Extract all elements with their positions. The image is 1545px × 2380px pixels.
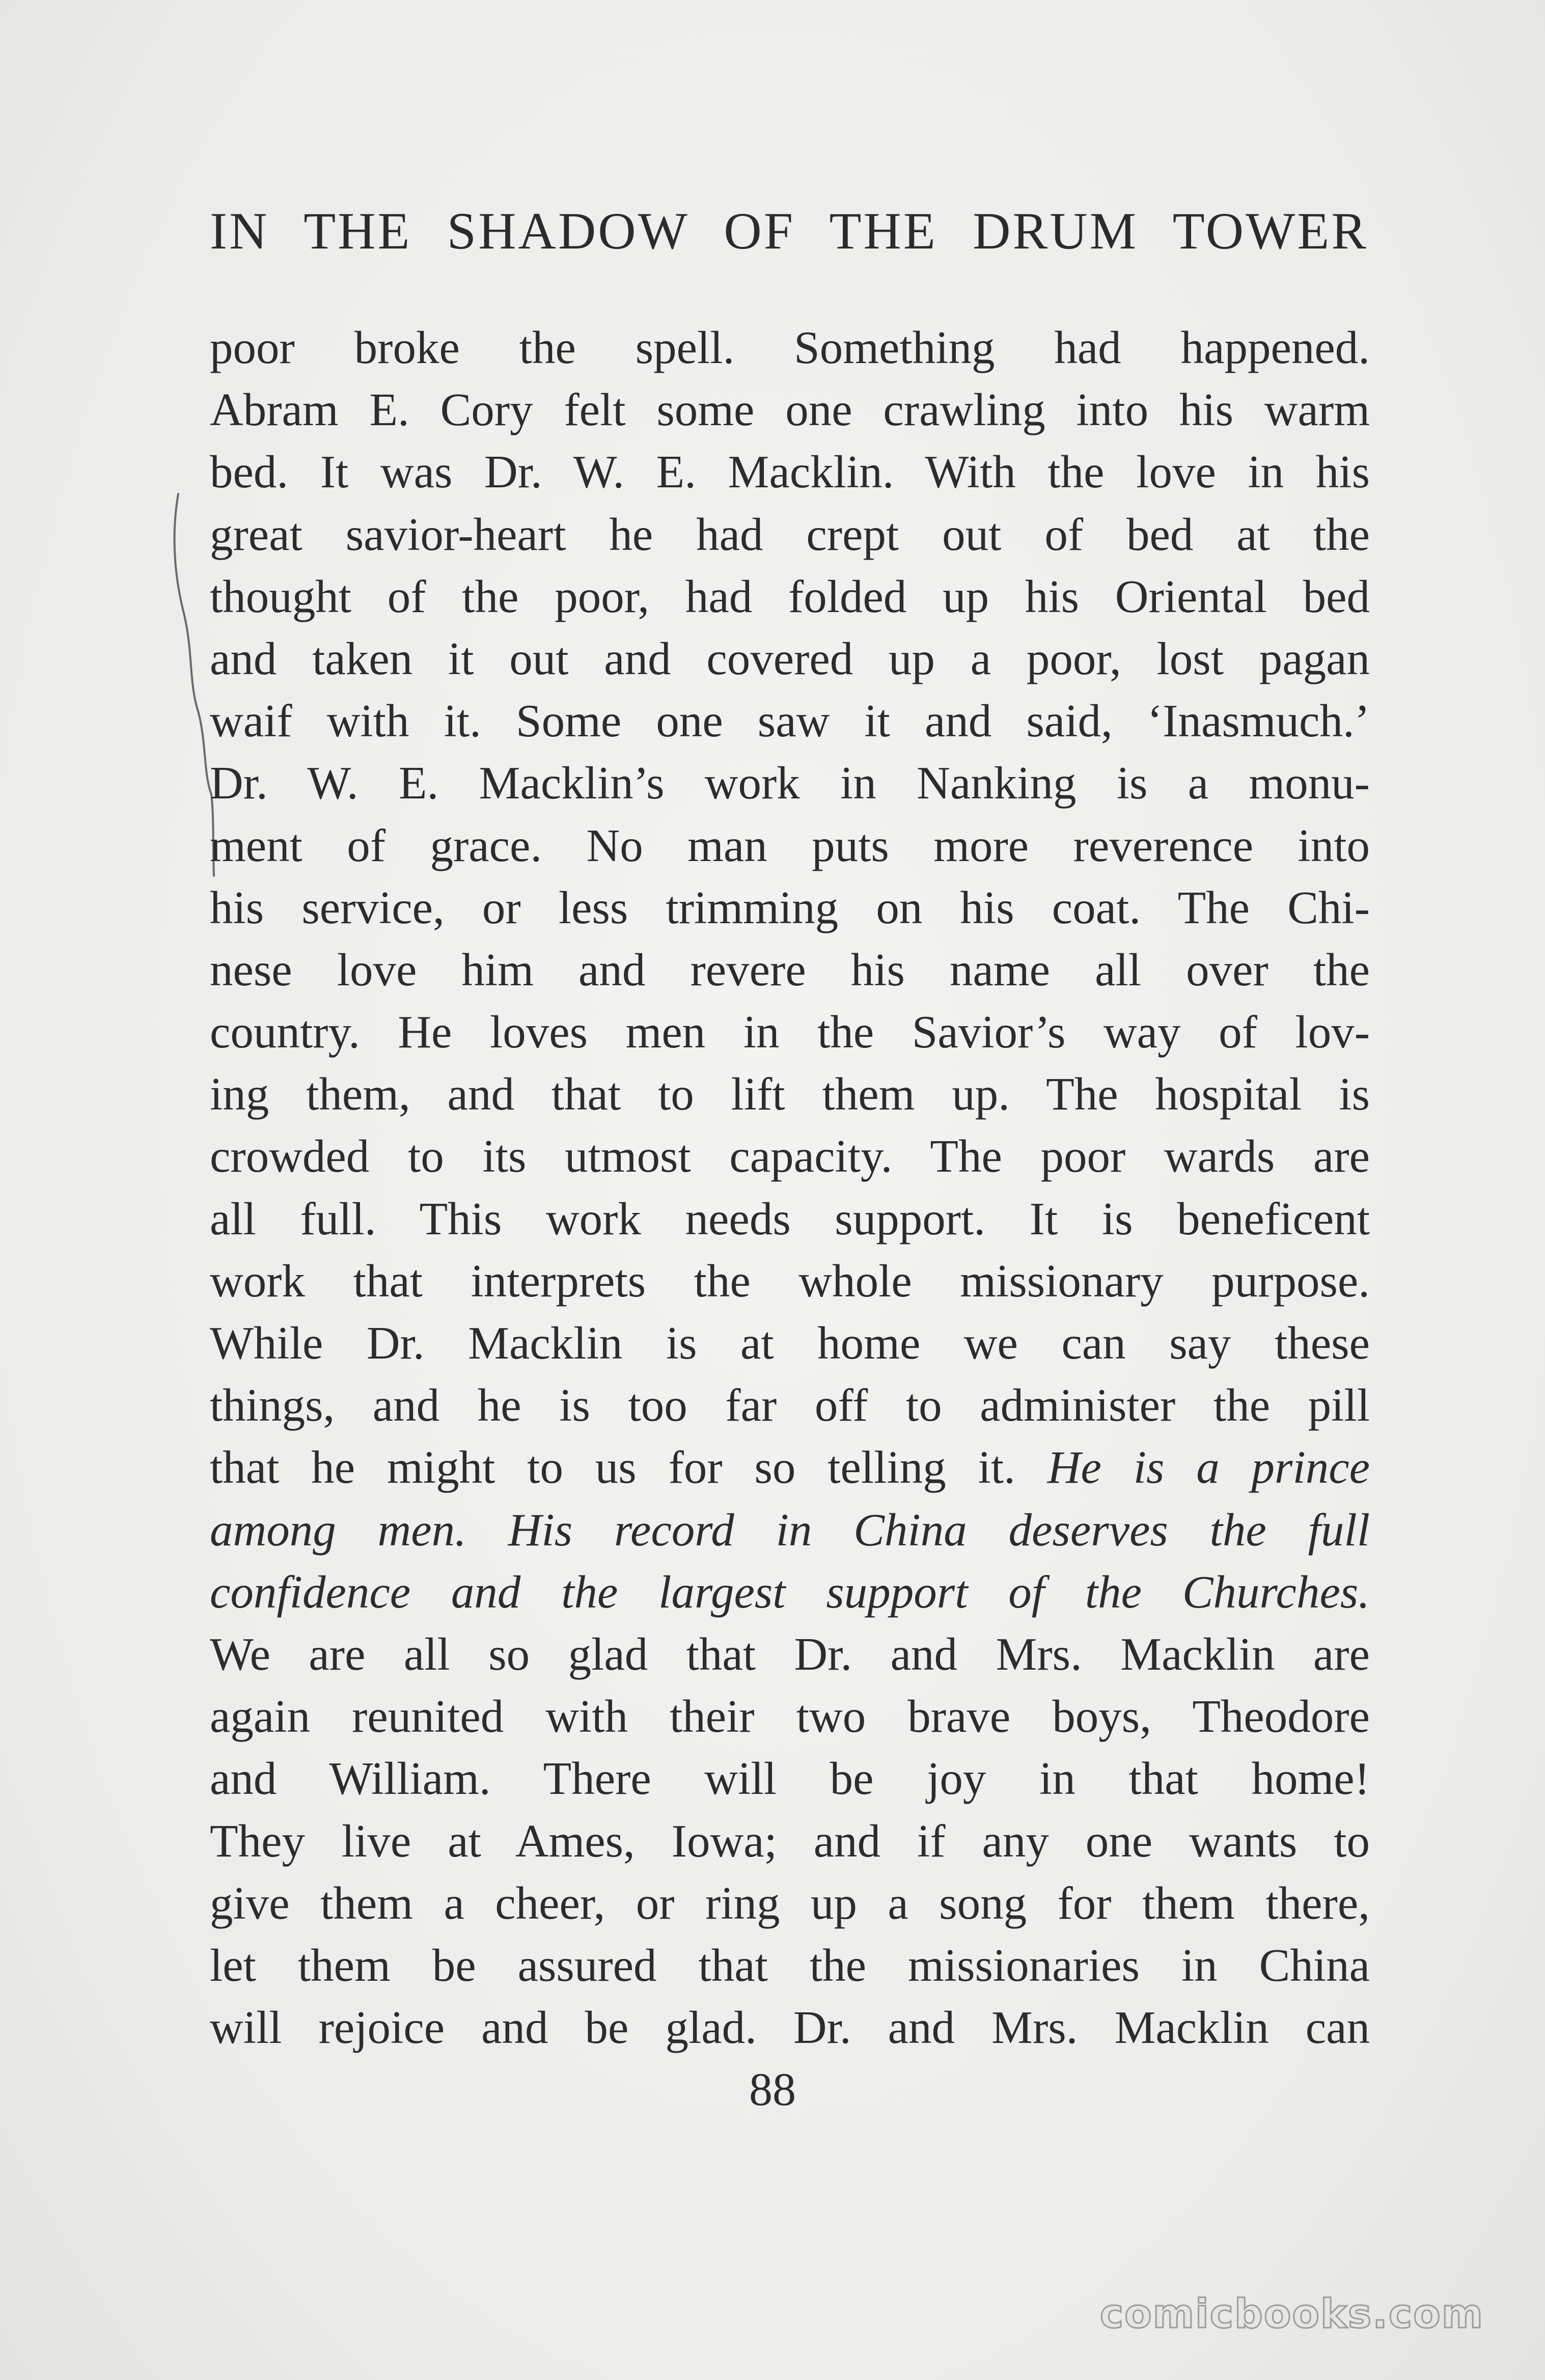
text-line: nese love him and revere his name all over the — [210, 944, 1370, 995]
text-line: poor broke the spell. Something had happened. — [210, 322, 1370, 373]
text-line: country. He loves men in the Savior’s way of lov- — [210, 1006, 1370, 1058]
text-line: ment of grace. No man puts more reverence into — [210, 819, 1370, 871]
running-header: IN THE SHADOW OF THE DRUM TOWER — [210, 202, 1368, 260]
body-text — [210, 317, 1370, 2059]
text-line: let them be assured that the missionaries in China — [210, 1939, 1370, 1991]
text-line: bed. It was Dr. W. E. Macklin. With the love in his — [210, 446, 1370, 498]
text-line: will rejoice and be glad. Dr. and Mrs. Macklin can — [210, 2002, 1370, 2054]
text-line-italic: among men. His record in China deserves the full — [210, 1504, 1370, 1556]
text-line: and taken it out and covered up a poor, lost pagan — [210, 632, 1370, 684]
text-segment-roman: that he might to us for so telling it. — [210, 1442, 1015, 1493]
text-line: They live at Ames, Iowa; and if any one wants to — [210, 1815, 1370, 1867]
text-line: and William. There will be joy in that home! — [210, 1753, 1370, 1805]
text-line: all full. This work needs support. It is beneficent — [210, 1193, 1370, 1244]
text-line: great savior-heart he had crept out of bed at the — [210, 508, 1370, 560]
text-line: Abram E. Cory felt some one crawling into his warm — [210, 384, 1370, 436]
text-line-italic: confidence and the largest support of the Churches. — [210, 1566, 1370, 1618]
text-line: crowded to its utmost capacity. The poor wards are — [210, 1130, 1370, 1182]
text-line: again reunited with their two brave boys, Theodore — [210, 1691, 1370, 1742]
page-number: 88 — [749, 2063, 796, 2115]
text-line: things, and he is too far off to administer the pill — [210, 1379, 1370, 1431]
site-watermark: comicbooks.com — [1099, 2291, 1484, 2337]
text-line: We are all so glad that Dr. and Mrs. Macklin are — [210, 1628, 1370, 1680]
text-line: Dr. W. E. Macklin’s work in Nanking is a monu- — [210, 757, 1370, 809]
text-line: work that interprets the whole missionary purpose. — [210, 1255, 1370, 1307]
text-line: his service, or less trimming on his coat. The Chi- — [210, 881, 1370, 933]
text-segment-italic: He is a prince — [1047, 1442, 1370, 1493]
text-line: give them a cheer, or ring up a song for them there, — [210, 1877, 1370, 1929]
text-line: waif with it. Some one saw it and said, ‘Inasmuch.’ — [210, 695, 1370, 747]
text-line: thought of the poor, had folded up his Oriental bed — [210, 570, 1370, 622]
text-line: ing them, and that to lift them up. The hospital is — [210, 1068, 1370, 1120]
text-line-mixed — [210, 1436, 1370, 1499]
text-line: While Dr. Macklin is at home we can say these — [210, 1317, 1370, 1369]
